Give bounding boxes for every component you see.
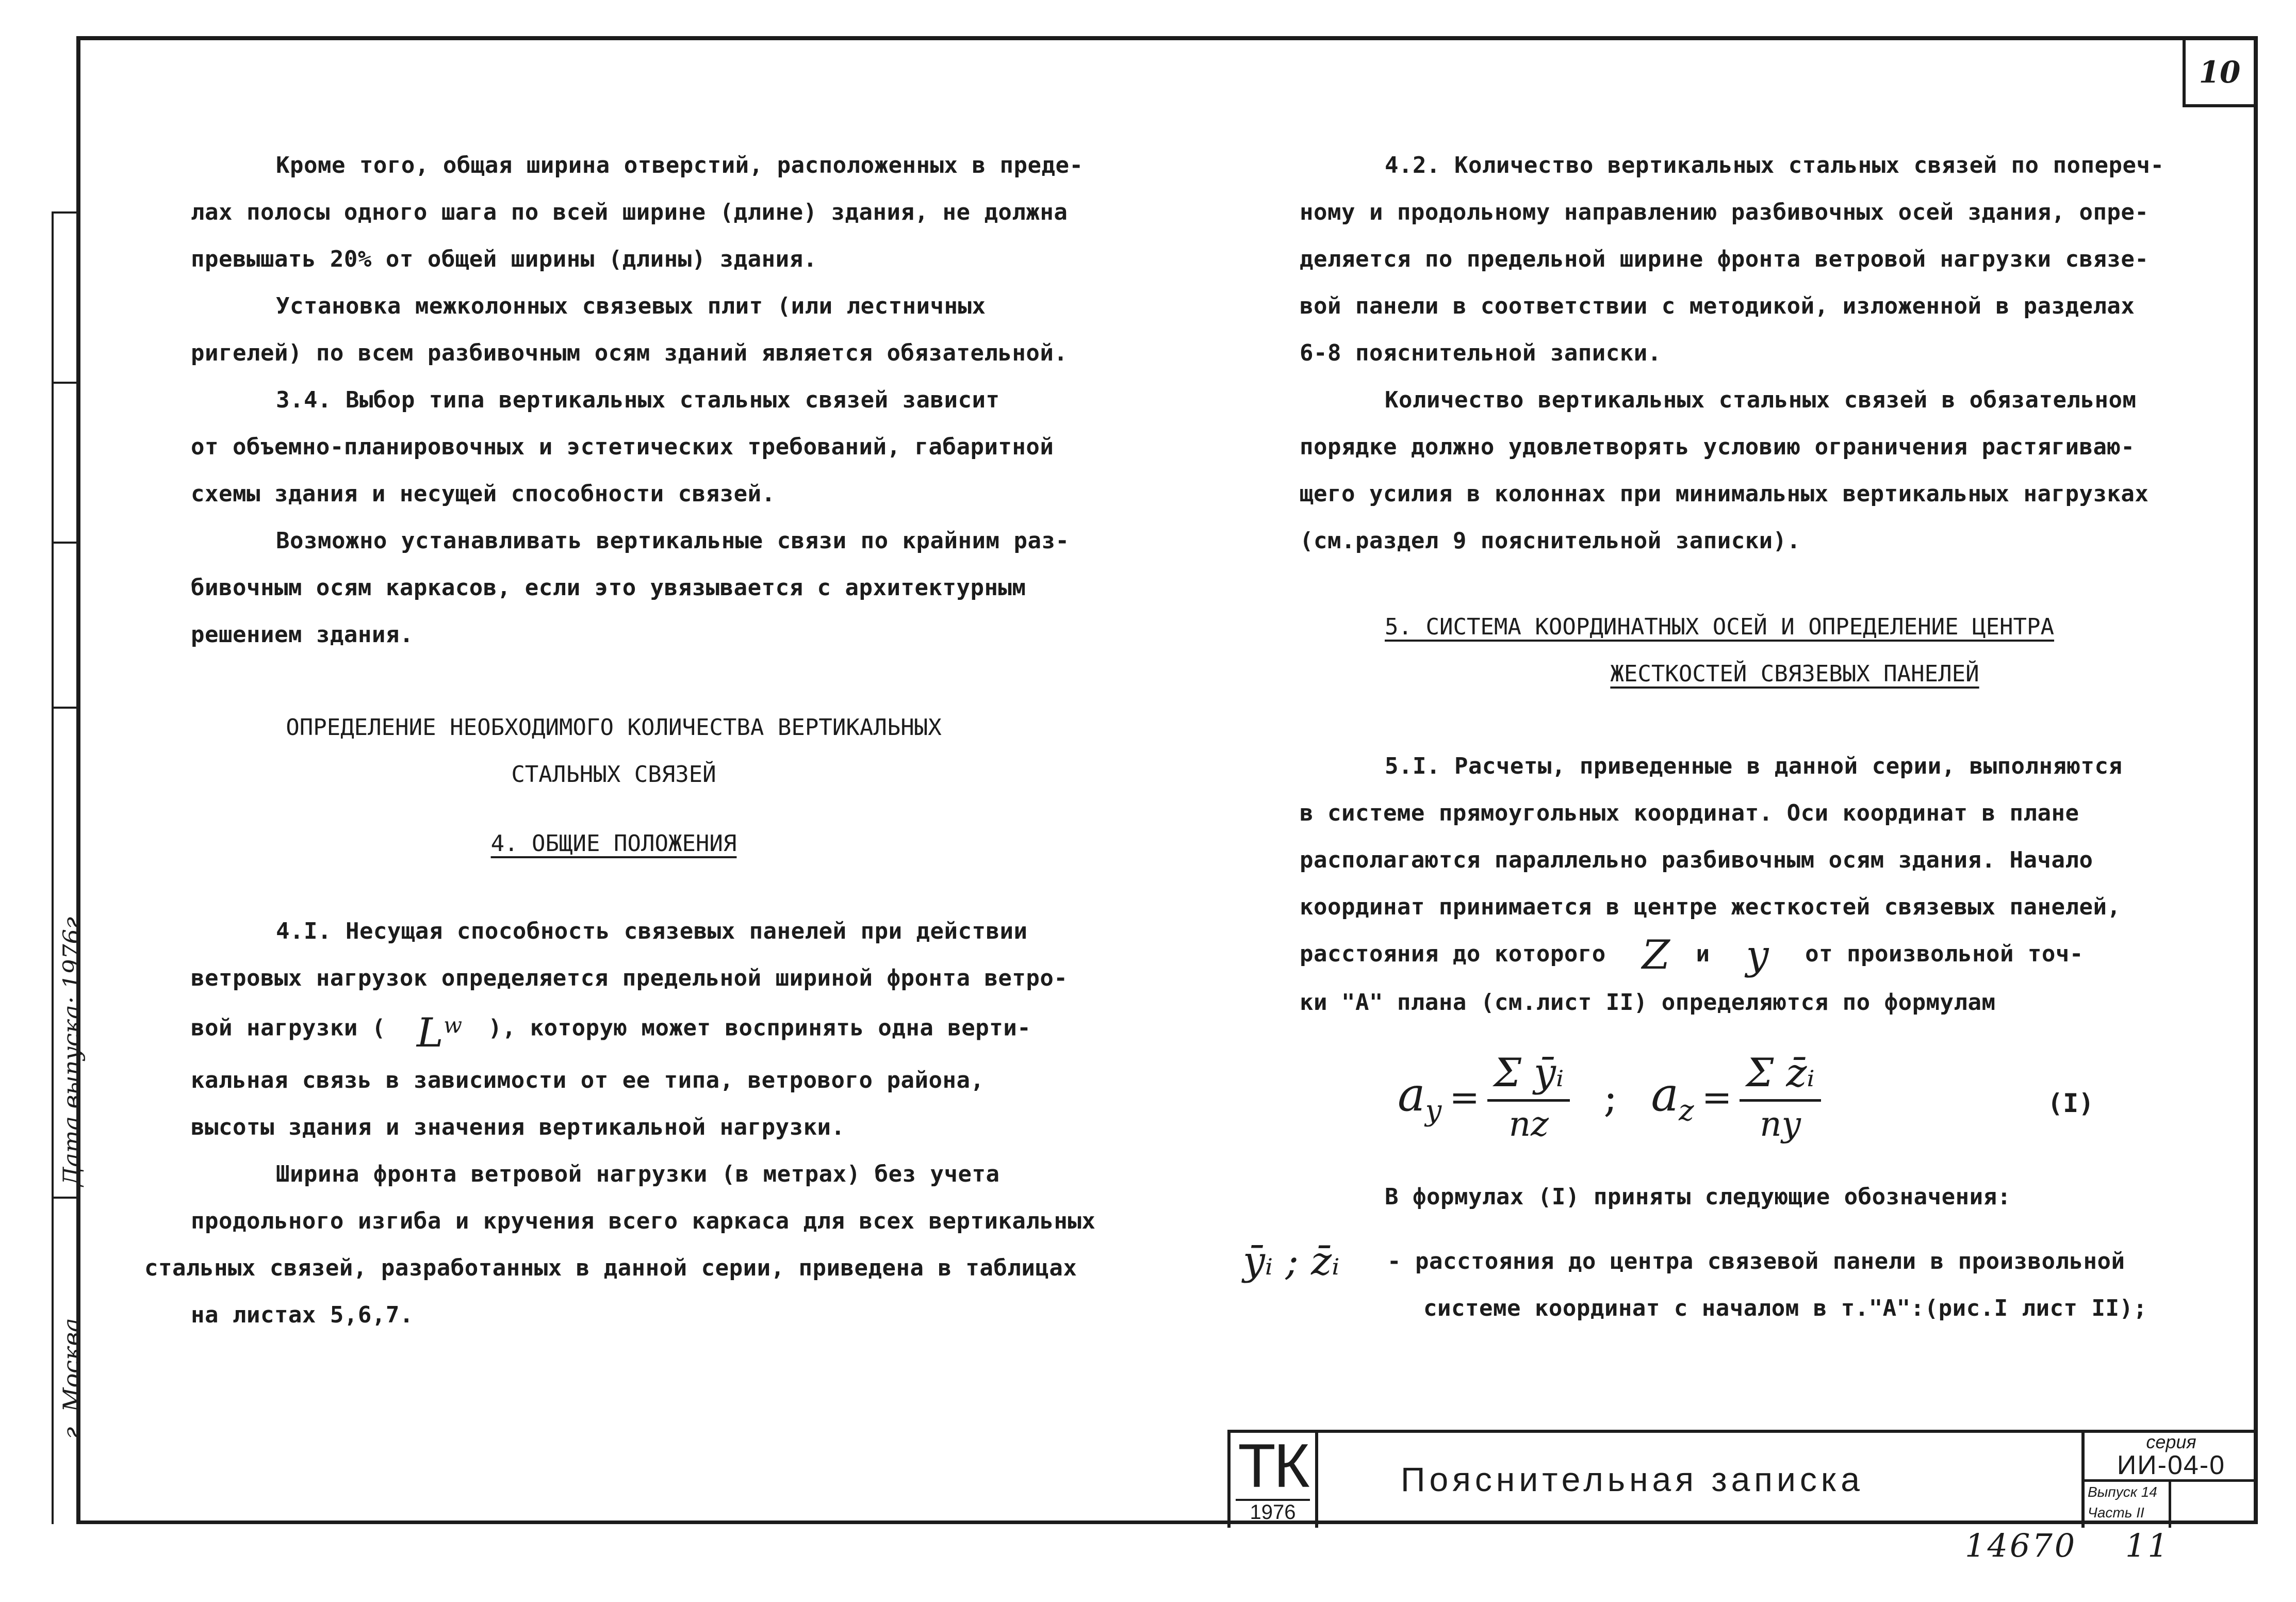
text-line: стальных связей, разработанных в данной серии, приведена в таблицах [144,1255,1077,1281]
document-title: Пояснительная записка [1401,1460,1864,1498]
legend-symbols: ȳᵢ ; z̄ᵢ [1243,1238,1340,1284]
release-date-label: Дата выпуска: 1976г. [58,909,86,1186]
text-line: (см.раздел 9 пояснительной записки). [1300,528,1801,554]
text-line [1300,930,2122,979]
formula-symbol: a [1651,1067,1679,1122]
text-line: 4.2. Количество вертикальных стальных связей по попереч- [1385,152,2164,178]
text-line: Количество вертикальных стальных связей в обязательном [1385,387,2137,413]
footer-sheet: 11 [2125,1527,2170,1564]
margin-tick [52,211,76,214]
text-line: Ширина фронта ветровой нагрузки (в метрах) без учета [276,1161,1000,1187]
part-line: Часть II [2088,1505,2144,1521]
section-heading-4 [191,820,1037,867]
formula-az [1651,1067,1694,1127]
text-line: продольного изгиба и кручения всего каркаса для всех вертикальных [191,1208,1096,1234]
tk-logo [1231,1433,1318,1528]
series-box [2081,1433,2258,1528]
footer-number [1965,1527,2170,1564]
footer-code: 14670 [1965,1527,2077,1564]
text-line: ки "А" плана (см.лист II) определяются по формулам [1300,989,1996,1016]
heading-line: СТАЛЬНЫХ СВЯЗЕЙ [511,761,716,788]
formula-1 [1398,1050,2120,1168]
symbol-base: L [416,1010,444,1056]
paragraph-5-1 [1300,743,2122,1026]
issue-line: Выпуск 14 [2088,1484,2157,1500]
series-label: серия [2146,1431,2196,1452]
margin-tick [52,382,76,384]
margin-line [52,211,54,1524]
paragraph-4-1 [144,908,1096,1338]
formula-numerator: Σ ȳᵢ [1487,1050,1570,1102]
formula-subscript: y [1425,1093,1442,1127]
text-line: ному и продольному направлению разбивочных осей здания, опре- [1300,199,2149,225]
section-heading-main [191,704,1037,798]
left-column [191,142,1083,658]
legend-intro [1300,1173,2011,1220]
text-line: Возможно устанавливать вертикальные связи по крайним раз- [276,528,1070,554]
text-fragment: ), которую может воспринять одна верти- [488,1015,1031,1041]
margin-tick [52,707,76,709]
text-line: располагаются параллельно разбивочным осям здания. Начало [1300,847,2093,873]
y-symbol: y [1746,931,1769,978]
formula-numerator: Σ z̄ᵢ [1740,1050,1821,1102]
text-fragment: расстояния до которого [1300,941,1606,967]
text-line [191,1002,1095,1057]
text-line: системе координат с началом в т."А":(рис.I лист II); [1423,1295,2147,1321]
logo-year: 1976 [1236,1499,1310,1524]
formula-denominator: nz [1508,1104,1549,1144]
heading-line: ОПРЕДЕЛЕНИЕ НЕОБХОДИМОГО КОЛИЧЕСТВА ВЕРТИКАЛЬНЫХ [286,714,942,741]
formula-ay [1398,1067,1442,1127]
text-line: вой панели в соответствии с методикой, изложенной в разделах [1300,293,2135,319]
text-line: 4.I. Несущая способность связевых панелей при действии [276,918,1028,944]
formula-fraction-az [1740,1050,1821,1145]
heading-line: ЖЕСТКОСТЕЙ СВЯЗЕВЫХ ПАНЕЛЕЙ [1610,661,1979,687]
text-line: высоты здания и значения вертикальной нагрузки. [191,1114,845,1140]
text-line: бивочным осям каркасов, если это увязывается с архитектурным [191,575,1026,601]
text-fragment: от произвольной точ- [1805,941,2084,967]
section-heading-5 [1300,603,2228,697]
title-block [1227,1430,2258,1528]
text-line: 5.I. Расчеты, приведенные в данной серии, выполняются [1385,753,2123,779]
heading-text: 4. ОБЩИЕ ПОЛОЖЕНИЯ [490,830,737,857]
formula-equals: = [1449,1076,1480,1119]
heading-line: 5. СИСТЕМА КООРДИНАТНЫХ ОСЕЙ И ОПРЕДЕЛЕНИЕ ЦЕНТРА [1385,614,2055,640]
text-line: 3.4. Выбор типа вертикальных стальных связей зависит [276,387,1000,413]
text-line: Кроме того, общая ширина отверстий, расположенных в преде- [276,152,1084,178]
text-line: В формулах (I) приняты следующие обозначения: [1385,1184,2011,1210]
series-cell [2085,1433,2258,1482]
text-fragment: и [1696,941,1710,967]
symbol-superscript: w [444,1012,463,1038]
city-label: г. Москва [58,1318,86,1439]
issue-cell [2085,1482,2171,1528]
page-number: 10 [2183,40,2254,107]
wind-width-symbol [417,1002,463,1057]
formula-symbol: a [1398,1067,1425,1122]
series-value: ИИ-04-0 [2117,1450,2226,1480]
formula-denominator: ny [1760,1104,1801,1144]
text-line: от объемно-планировочных и эстетических требований, габаритной [191,434,1054,460]
text-line: лах полосы одного шага по всей ширине (длине) здания, не должна [191,199,1068,225]
text-line: деляется по предельной ширине фронта ветровой нагрузки связе- [1300,246,2149,272]
text-line: решением здания. [191,622,414,648]
text-line: схемы здания и несущей способности связей. [191,481,776,507]
margin-tick [52,542,76,544]
text-line: порядке должно удовлетворять условию ограничения растягиваю- [1300,434,2135,460]
text-line: в системе прямоугольных координат. Оси координат в плане [1300,800,2079,826]
formula-subscript: z [1679,1093,1694,1127]
text-line: щего усилия в колоннах при минимальных вертикальных нагрузках [1300,481,2149,507]
logo-letters: ТК [1238,1431,1308,1500]
right-column [1300,142,2164,564]
legend-text [1387,1238,2147,1332]
text-line: ветровых нагрузок определяется предельной шириной фронта ветро- [191,965,1068,991]
text-line: превышать 20% от общей ширины (длины) здания. [191,246,817,272]
formula-number: (I) [2047,1088,2094,1118]
formula-equals: = [1701,1076,1732,1119]
text-fragment: вой нагрузки ( [191,1015,386,1041]
text-line: 6-8 пояснительной записки. [1300,340,1662,366]
margin-tick [52,1197,76,1199]
formula-separator: ; [1603,1073,1618,1121]
text-line: - расстояния до центра связевой панели в произвольной [1387,1248,2125,1274]
text-line: координат принимается в центре жесткостей связевых панелей, [1300,894,2121,920]
z-symbol: Z [1642,931,1670,978]
text-line: Установка межколонных связевых плит (или лестничных [276,293,986,319]
formula-fraction-ay [1487,1050,1570,1145]
text-line: на листах 5,6,7. [191,1302,414,1328]
text-line: ригелей) по всем разбивочным осям зданий является обязательной. [191,340,1068,366]
text-line: кальная связь в зависимости от ее типа, ветрового района, [191,1067,985,1093]
